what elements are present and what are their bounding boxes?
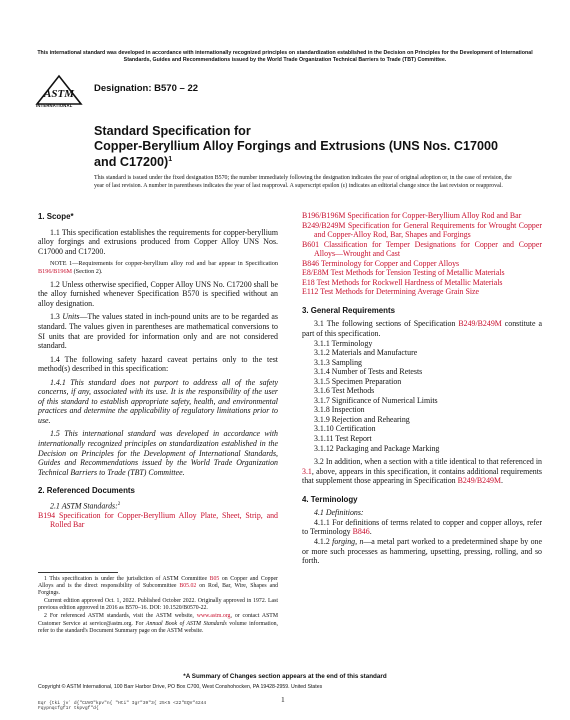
logo-label: INTERNATIONAL	[36, 103, 73, 108]
list-item: 3.1.11 Test Report	[314, 434, 372, 444]
fn1-tail: on Rod, Bar, Wire, Shapes and Forgings.	[38, 583, 278, 597]
para-4-1-2-text: —a metal part worked to a predetermined shape by one or more such processes as hammering, upsetting, pressing, rolling, and so forth.	[302, 536, 542, 566]
ref-title: Classification for Temper Designations for Copper and Copper Alloys—Wrought and Cast	[314, 239, 542, 259]
title-line-1: Standard Specification for	[94, 124, 251, 138]
ref-code: B846	[302, 258, 320, 268]
ref-title: Test Methods for Determining Average Grain Size	[320, 287, 480, 297]
ref-code: E8/E8M	[302, 268, 329, 278]
download-stamp-line-2: Fqypnqcfgf1r tkpvgf"d{	[38, 706, 99, 712]
ref-code: B601	[302, 239, 320, 249]
reference-item-b601[interactable]	[302, 240, 542, 259]
para-3-2-link-3-1[interactable]: 3.1	[302, 466, 312, 476]
para-2-1-text: 2.1 ASTM Standards:	[50, 501, 118, 511]
para-3-2-mid: , above, appears in this specification, it contains additional requirements that supplement those appearing in Specification	[302, 466, 542, 486]
title-line-2	[94, 139, 514, 170]
para-3-1-tail: constitute a part of this specification.	[302, 319, 542, 339]
list-item: 3.1.3 Sampling	[314, 357, 363, 367]
list-item: 3.1.7 Significance of Numerical Limits	[314, 395, 438, 405]
reference-item-b249[interactable]	[302, 221, 542, 240]
para-2-1-sup: 2	[117, 501, 121, 507]
right-column	[302, 211, 542, 566]
ref-title: Specification for Copper-Beryllium Alloy Plate, Sheet, Strip, and Rolled Bar	[50, 510, 278, 530]
note-1-text: NOTE 1—Requirements for copper-beryllium alloy rod and bar appear in Specification	[50, 260, 278, 268]
para-3-1	[302, 319, 542, 338]
note-1-link[interactable]: B196/B196M	[38, 267, 73, 275]
para-1-1: 1.1 This specification establishes the requirements for copper-beryllium alloy forgings and extrusions produced from Copper Alloy UNS Nos. C17000 and C17200.	[38, 227, 278, 256]
list-item: 3.1.6 Test Methods	[314, 386, 375, 396]
fn1-mid: on Copper and Copper Alloys and is the direct responsibility of Subcommittee	[38, 576, 278, 590]
para-4-1-text: 4.1 Definitions:	[314, 508, 364, 518]
logo-text: ASTM	[44, 88, 74, 100]
para-4-1-1	[302, 518, 542, 537]
section-3-heading: 3. General Requirements	[302, 305, 395, 315]
fn2-tail: volume information, refer to the standard's Document Summary page on the ASTM website.	[38, 620, 278, 634]
para-4-1-1-text: 4.1.1 For definitions of terms related to copper and copper alloys, refer to Terminology	[302, 517, 542, 537]
fn1-link-b0502[interactable]: B05.02	[179, 583, 197, 590]
ref-code: E18	[302, 277, 315, 287]
title-footnote-mark: 1	[168, 156, 173, 164]
para-4-1-2-term: forging, n	[332, 536, 364, 546]
para-3-2-text: 3.2 In addition, when a section with a title identical to that referenced in	[314, 457, 542, 467]
ref-code: B249/B249M	[302, 220, 346, 230]
para-1-4: 1.4 The following safety hazard caveat pertains only to the test method(s) described in this specification:	[38, 354, 278, 374]
tbt-notice: This international standard was developed in accordance with internationally recognized principles on standardization established in the Decision on Principles for the Development of International Standards, Guides and Recommendations issued by the World Trade Organization Technical Barriers to Trade (TBT) Committee.	[37, 50, 533, 63]
download-stamp	[38, 701, 206, 712]
ref-title: Test Methods for Rockwell Hardness of Metallic Materials	[316, 277, 503, 287]
left-column	[38, 212, 278, 530]
para-1-4-1: 1.4.1 This standard does not purport to address all of the safety concerns, if any, associated with its use. It is the responsibility of the user of this standard to establish appropriate safety, health, and environmental practices and determine the applicability of regulatory limitations prior to use.	[38, 377, 278, 425]
ref-code: B194	[38, 510, 56, 520]
reference-item-b194[interactable]	[38, 511, 278, 530]
download-stamp-line-1: Eqr {tki jvʼ d{"CUVO"kpv"n{ "Hti" Igr"39"3{ 25<5 <22"EQV"4244	[38, 701, 207, 706]
ref-title: Terminology for Copper and Copper Alloys	[320, 258, 460, 268]
list-item: 3.1.8 Inspection	[314, 405, 365, 415]
fn2-italic: Annual Book of ASTM Standards	[145, 620, 227, 627]
reference-item-e18[interactable]	[302, 278, 542, 288]
para-3-2-tail: .	[500, 476, 503, 486]
list-item: 3.1.9 Rejection and Rehearing	[314, 414, 410, 424]
para-4-1-1-link[interactable]: B846	[352, 527, 370, 537]
ref-title: Specification for Copper-Beryllium Alloy Rod and Bar	[347, 211, 522, 220]
fn1-text: 1 This specification is under the jurisdiction of ASTM Committee	[44, 576, 210, 582]
list-item: 3.1.5 Specimen Preparation	[314, 376, 402, 386]
fn1-link-b05[interactable]: B05	[209, 576, 220, 582]
para-3-2-link-b249[interactable]: B249/B249M	[457, 476, 501, 486]
footnote-2	[38, 613, 278, 634]
para-3-1-text: 3.1 The following sections of Specification	[314, 319, 459, 329]
title-main: Copper-Beryllium Alloy Forgings and Extrusions (UNS Nos. C17000 and C17200)	[94, 138, 499, 170]
fn2-mid: , or contact ASTM Customer Service at service@astm.org. For	[38, 613, 278, 627]
designation: Designation: B570 – 22	[94, 83, 199, 94]
reference-item-b196[interactable]	[302, 211, 542, 221]
fn2-link-astm[interactable]: www.astm.org	[196, 613, 231, 620]
note-1-tail: (Section 2).	[72, 267, 103, 275]
reference-item-e8[interactable]	[302, 268, 542, 278]
reference-item-e112[interactable]	[302, 287, 542, 297]
para-1-5: 1.5 This international standard was developed in accordance with internationally recognized principles on standardization established in the Decision on Principles for the Development of International Standards, Guides and Recommendations issued by the World Trade Organization Technical Barriers to Trade (TBT) Committee.	[38, 429, 278, 477]
ref-code: E112	[302, 287, 319, 297]
ref-code: B196/B196M	[302, 211, 346, 220]
list-item: 3.1.12 Packaging and Package Marking	[314, 443, 440, 453]
para-4-1	[302, 508, 542, 518]
para-4-1-2	[302, 537, 542, 566]
list-item: 3.1.2 Materials and Manufacture	[314, 348, 418, 358]
ref-title: Test Methods for Tension Testing of Metallic Materials	[330, 268, 505, 278]
fn2-text: 2 For referenced ASTM standards, visit the ASTM website,	[44, 613, 197, 620]
para-3-1-link[interactable]: B249/B249M	[458, 319, 502, 329]
copyright: Copyright © ASTM International, 100 Barr Harbor Drive, PO Box C700, West Conshohocken, PA 19428-2959. United States	[38, 684, 323, 690]
section-4-heading: 4. Terminology	[302, 494, 358, 504]
list-item: 3.1.4 Number of Tests and Retests	[314, 367, 423, 377]
section-2-heading: 2. Referenced Documents	[38, 486, 135, 496]
summary-note: *A Summary of Changes section appears at the end of this standard	[183, 673, 387, 680]
para-1-3	[38, 312, 278, 350]
para-1-3-num: 1.3	[50, 312, 63, 322]
para-2-1	[38, 500, 278, 511]
footnote-1	[38, 576, 278, 597]
para-1-3-term: Units	[62, 312, 80, 322]
issued-note: This standard is issued under the fixed designation B570; the number immediately following the designation indicates the year of original adoption or, in the case of revision, the year of last revision. A number in parentheses indicates the year of last reapproval. A superscript epsilon (ε) indicates an editorial change since the last revision or reapproval.	[94, 175, 512, 189]
page-number: 1	[281, 695, 285, 704]
footnotes	[38, 576, 278, 636]
para-4-1-1-tail: .	[369, 527, 372, 537]
section-1-heading: 1. Scope*	[38, 212, 74, 221]
footnote-divider	[38, 572, 118, 573]
para-1-3-text: —The values stated in inch-pound units are to be regarded as standard. The values given in parentheses are mathematical conversions to SI units that are provided for information only and are not considered standard.	[38, 312, 278, 351]
page-title	[94, 124, 514, 170]
note-1	[38, 260, 278, 276]
para-1-2: 1.2 Unless otherwise specified, Copper Alloy UNS No. C17200 shall be the alloy furnished whenever Specification B570 is specified without an alloy designation.	[38, 279, 278, 308]
para-3-2	[302, 457, 542, 486]
list-item: 3.1.10 Certification	[314, 424, 376, 434]
footnote-1-edition: Current edition approved Oct. 1, 2022. Published October 2022. Originally approved in 1972. Last previous edition approved in 2016 as B570–16. DOI: 10.1520/B0570-22.	[38, 598, 278, 612]
ref-title: Specification for General Requirements for Wrought Copper and Copper-Alloy Rod, Bar, Shapes and Forgings	[314, 220, 542, 240]
para-4-1-2-num: 4.1.2	[314, 536, 333, 546]
list-item: 3.1.1 Terminology	[314, 338, 373, 348]
reference-item-b846[interactable]	[302, 259, 542, 269]
